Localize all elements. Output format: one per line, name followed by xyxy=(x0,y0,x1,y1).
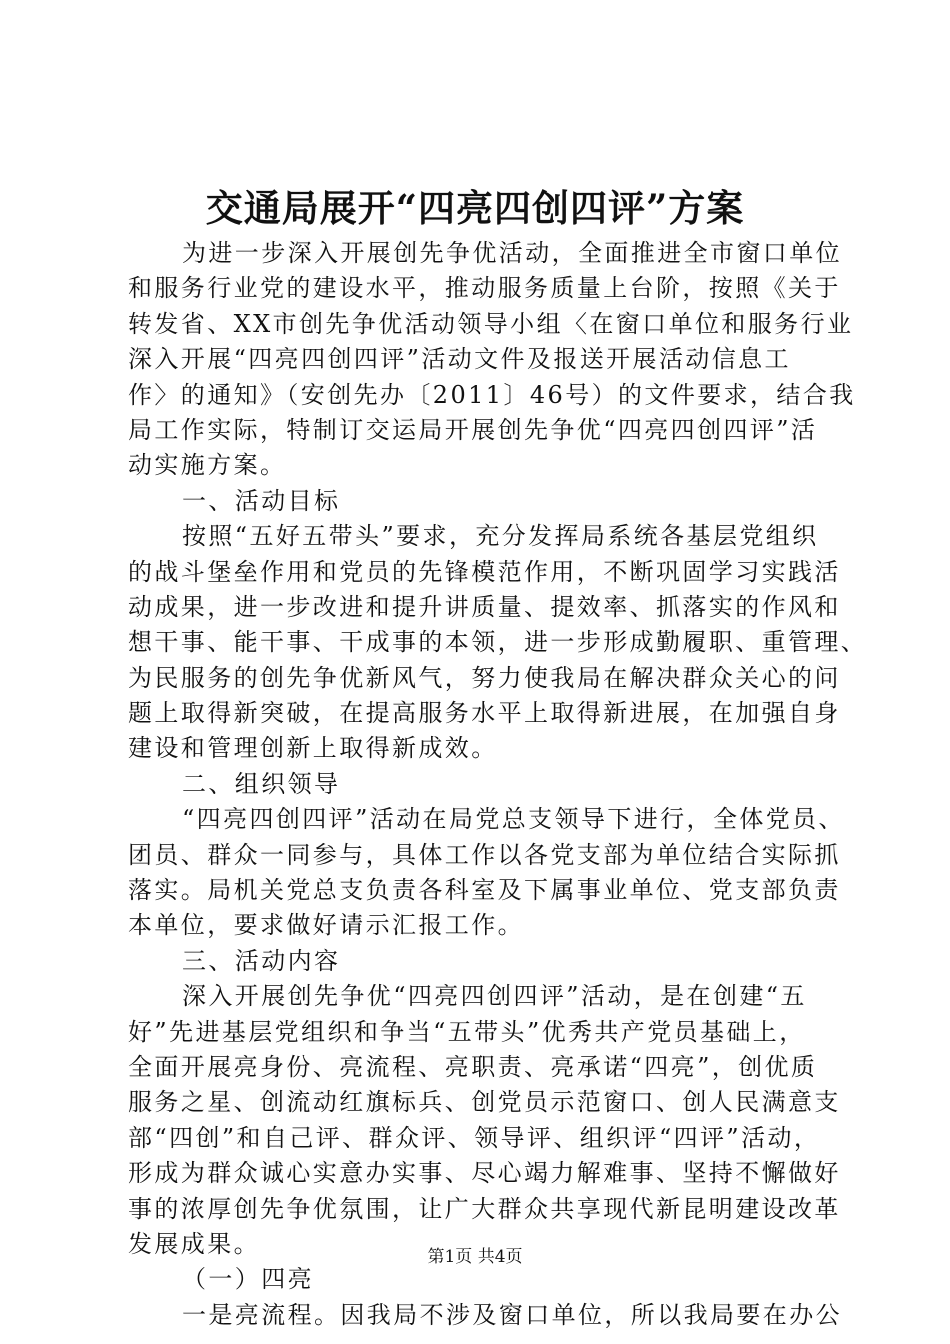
text-line: 深入开展创先争优“四亮四创四评”活动，是在创建“五 xyxy=(182,982,807,1011)
text-line: 全面开展亮身份、亮流程、亮职责、亮承诺“四亮”，创优质 xyxy=(128,1052,818,1081)
text-line: 题上取得新突破，在提高服务水平上取得新进展，在加强自身 xyxy=(128,699,841,728)
text-line: 动成果，进一步改进和提升讲质量、提效率、抓落实的作风和 xyxy=(128,592,841,621)
text-line: 作〉的通知》（安创先办〔2011〕46号）的文件要求，结合我 xyxy=(128,380,856,409)
text-line: 发展成果。 xyxy=(128,1229,260,1258)
text-line: 形成为群众诚心实意办实事、尽心竭力解难事、坚持不懈做好 xyxy=(128,1159,841,1188)
text-line: 服务之星、创流动红旗标兵、创党员示范窗口、创人民满意支 xyxy=(128,1088,841,1117)
text-line: “四亮四创四评”活动在局党总支领导下进行，全体党员、 xyxy=(182,805,845,834)
text-line: 团员、群众一同参与，具体工作以各党支部为单位结合实际抓 xyxy=(128,840,841,869)
text-line: 落实。局机关党总支负责各科室及下属事业单位、党支部负责 xyxy=(128,876,841,905)
text-line: 为民服务的创先争优新风气，努力使我局在解决群众关心的问 xyxy=(128,663,841,692)
document-body xyxy=(128,236,868,1333)
text-line: 三、活动内容 xyxy=(182,946,341,975)
text-line: 本单位，要求做好请示汇报工作。 xyxy=(128,911,524,940)
text-line: 部“四创”和自己评、群众评、领导评、组织评“四评”活动， xyxy=(128,1123,821,1152)
text-line: 的战斗堡垒作用和党员的先锋模范作用，不断巩固学习实践活 xyxy=(128,557,841,586)
text-line: 一是亮流程。因我局不涉及窗口单位，所以我局要在办公 xyxy=(182,1300,842,1329)
page-number-footer: 第1页 共4页 xyxy=(427,1247,523,1267)
text-line: 想干事、能干事、干成事的本领，进一步形成勤履职、重管理、 xyxy=(128,628,868,657)
text-line: 事的浓厚创先争优氛围，让广大群众共享现代新昆明建设改革 xyxy=(128,1194,841,1223)
text-line: 和服务行业党的建设水平，推动服务质量上台阶，按照《关于 xyxy=(128,274,841,303)
text-line: 一、活动目标 xyxy=(182,486,341,515)
text-line: 二、组织领导 xyxy=(182,769,341,798)
text-line: 转发省、XX市创先争优活动领导小组〈在窗口单位和服务行业 xyxy=(128,309,854,338)
page-title: 交通局展开“四亮四创四评”方案 xyxy=(205,186,745,230)
text-line: 局工作实际，特制订交运局开展创先争优“四亮四创四评”活 xyxy=(128,415,818,444)
text-line: 为进一步深入开展创先争优活动，全面推进全市窗口单位 xyxy=(182,239,842,267)
text-line: 动实施方案。 xyxy=(128,451,287,480)
text-line: 按照“五好五带头”要求，充分发挥局系统各基层党组织 xyxy=(182,522,819,551)
text-line: 深入开展“四亮四创四评”活动文件及报送开展活动信息工 xyxy=(128,345,791,374)
text-line: （一）四亮 xyxy=(182,1265,314,1294)
text-line: 建设和管理创新上取得新成效。 xyxy=(128,734,498,763)
text-line: 好”先进基层党组织和争当“五带头”优秀共产党员基础上， xyxy=(128,1017,806,1046)
